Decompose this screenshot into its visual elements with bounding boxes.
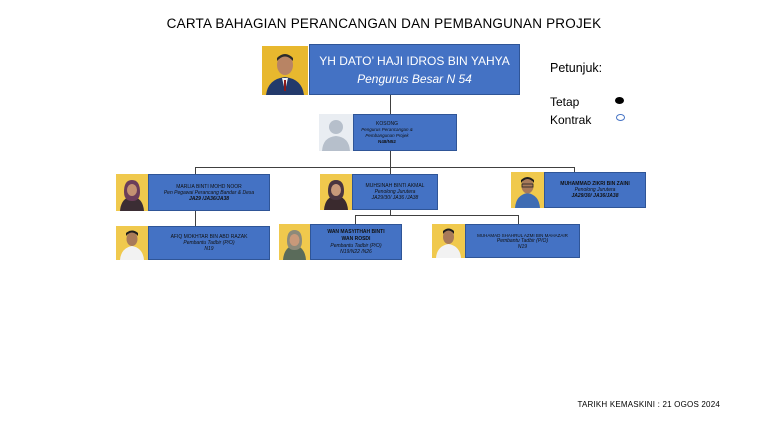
legend-heading: Petunjuk: — [550, 61, 603, 75]
shahrul-text — [465, 224, 580, 258]
zikri-grade: JA29/30/ JA36/JA38 — [571, 193, 619, 199]
chief-position: Pengurus Besar N 54 — [357, 71, 472, 86]
chief-photo — [262, 46, 308, 95]
marlia-grade: JA29 /JA36/JA38 — [188, 195, 230, 202]
afiq-position: Pembantu Tadbir (P/O) — [183, 240, 235, 246]
muhsinah-text — [352, 174, 438, 210]
chief-name: YH DATO’ HAJI IDROS BIN YAHYA — [319, 53, 510, 68]
shahrul-grade: N19 — [517, 243, 528, 250]
connector-level3-bar — [355, 215, 518, 216]
connector-level3-mid — [355, 215, 356, 224]
zikri-position: Penolong Jurutera — [574, 187, 616, 193]
wan-name: WAN MASYITHAH BINTI WAN ROSDI — [327, 229, 385, 242]
muhsinah-name: MUHSINAH BINTI AKMAL — [365, 183, 425, 189]
vacant-position: Pengurus Perancangan & Pembangunan Projek — [361, 127, 413, 138]
afiq-text — [148, 226, 270, 260]
wan-photo — [279, 224, 310, 260]
afiq-name: AFIQ MOKHTAR BIN ABD RAZAK — [170, 234, 248, 240]
legend-tetap-label: Tetap — [550, 95, 580, 109]
update-date: TARIKH KEMASKINI : 21 OGOS 2024 — [577, 400, 720, 409]
afiq-grade: N19 — [204, 246, 214, 252]
wan-position: Pembantu Tadbir (P/O) — [330, 243, 382, 249]
vacant-photo — [319, 114, 353, 151]
connector-left-down — [195, 211, 196, 226]
vacant-name: KOSONG — [376, 121, 398, 127]
marlia-text — [148, 174, 270, 211]
shahrul-photo — [432, 224, 465, 258]
shahrul-name: MUHAMAD SHAHRUL AZMI BIN MAHAZAIR — [477, 232, 568, 238]
chart-title: CARTA BAHAGIAN PERANCANGAN DAN PEMBANGUNAN PROJEK — [166, 16, 602, 31]
legend-kontrak-hollow-dot — [616, 114, 625, 121]
connector-chief-vacant — [390, 95, 391, 114]
shahrul-position: Pembantu Tadbir (P/O) — [496, 237, 549, 244]
zikri-photo — [511, 172, 544, 208]
connector-level2-bar — [195, 167, 575, 168]
wan-text — [310, 224, 402, 260]
zikri-text — [544, 172, 646, 208]
marlia-position: Pen Pegawai Perancang Bandar & Desa — [163, 189, 255, 196]
zikri-name: MUHAMMAD ZIKRI BIN ZAINI — [560, 181, 630, 187]
muhsinah-photo — [320, 174, 352, 210]
chief-text — [309, 44, 520, 95]
connector-vacant-down — [390, 151, 391, 168]
connector-level2-left — [195, 167, 196, 174]
vacant-grade: N48/N52 — [378, 139, 396, 144]
wan-grade: N19/N22 /N26 — [340, 249, 372, 255]
vacant-text — [353, 114, 421, 151]
afiq-photo — [116, 226, 148, 260]
connector-level2-mid — [390, 167, 391, 174]
legend-kontrak-label: Kontrak — [550, 113, 592, 127]
muhsinah-grade: JA29/30/ JA36 /JA38 — [371, 195, 419, 201]
connector-level3-right — [518, 215, 519, 224]
marlia-photo — [116, 174, 148, 211]
legend-tetap-filled-dot — [615, 97, 624, 104]
marlia-name: MARLIA BINTI MOHD NOOR — [176, 183, 242, 190]
muhsinah-position: Penolong Jurutera — [374, 189, 416, 195]
